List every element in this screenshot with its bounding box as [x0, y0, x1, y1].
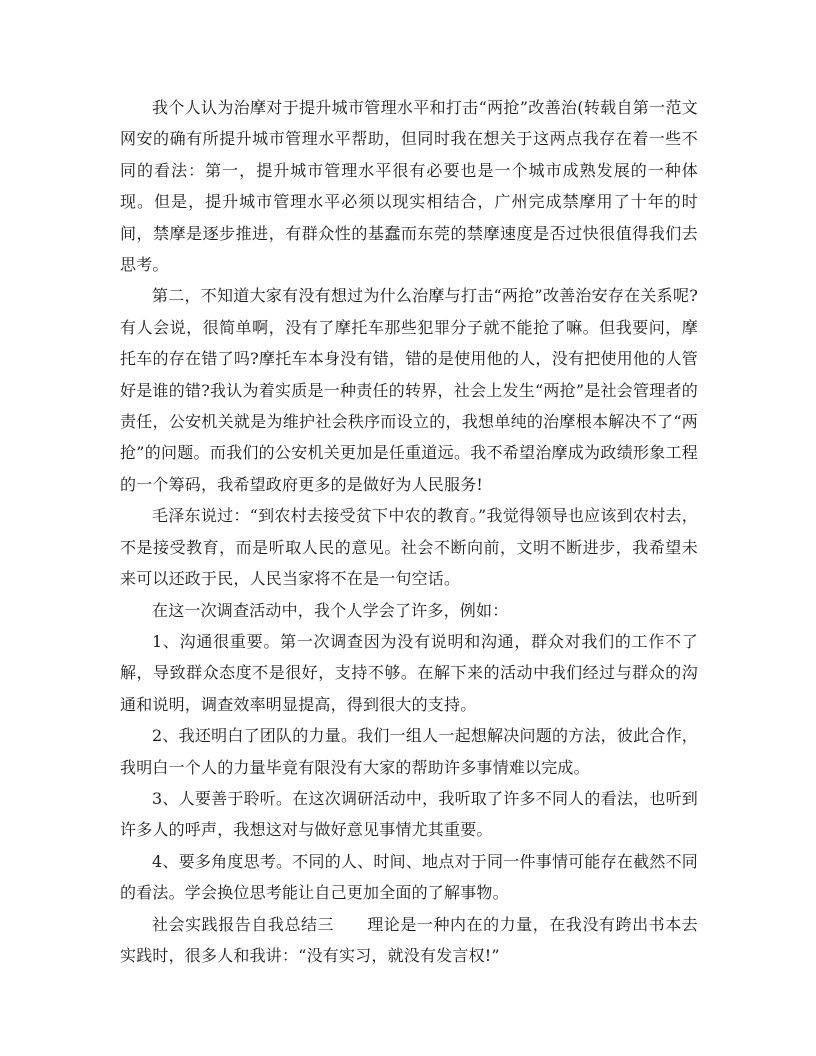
paragraph-lesson-1: 1、沟通很重要。第一次调查因为没有说明和沟通，群众对我们的工作不了解，导致群众态度不是很好，支持不够。在解下来的活动中我们经过与群众的沟通和说明，调查效率明显提高，得到很大的支持。	[120, 631, 698, 714]
paragraph-lesson-4: 4、要多角度思考。不同的人、时间、地点对于同一件事情可能存在截然不同的看法。学会换位思考能让自己更加全面的了解事物。	[120, 851, 698, 903]
paragraph-summary-three: 社会实践报告自我总结三 理论是一种内在的力量，在我没有跨出书本去实践时，很多人和我讲：“没有实习，就没有发言权!”	[120, 914, 698, 965]
paragraph-lesson-2: 2、我还明白了团队的力量。我们一组人一起想解决问题的方法，彼此合作，我明白一个人的力量毕竟有限没有大家的帮助许多事情难以完成。	[120, 726, 698, 777]
document-body	[120, 92, 698, 971]
paragraph-lesson-3: 3、人要善于聆听。在这次调研活动中，我听取了许多不同人的看法，也听到许多人的呼声，我想这对与做好意见事情尤其重要。	[120, 788, 698, 840]
paragraph-second-point: 第二，不知道大家有没有想过为什么治摩与打击“两抢”改善治安存在关系呢?有人会说，很简单啊，没有了摩托车那些犯罪分子就不能抢了嘛。但我要问，摩托车的存在错了吗?摩托车本身没有错，错的是使用他的人，没有把使用他的人管好是谁的错?我认为着实质是一种责任的转界，社会上发生“两抢”是社会管理者的责任，公安机关就是为维护社会秩序而设立的，我想单纯的治摩根本解决不了“两抢”的问题。而我们的公安机关更加是任重道远。我不希望治摩成为政绩形象工程的一个筹码，我希望政府更多的是做好为人民服务!	[120, 286, 698, 494]
paragraph-mao-quote: 毛泽东说过：“到农村去接受贫下中农的教育。”我觉得领导也应该到农村去，不是接受教育，而是听取人民的意见。社会不断向前，文明不断进步，我希望未来可以还政于民，人民当家将不在是一句空话。	[120, 506, 698, 589]
paragraph-intro: 我个人认为治摩对于提升城市管理水平和打击“两抢”改善治(转载自第一范文网安的确有所提升城市管理水平帮助，但同时我在想关于这两点我存在着一些不同的看法：第一，提升城市管理水平很有必要也是一个城市成熟发展的一种体现。但是，提升城市管理水平必须以现实相结合，广州完成禁摩用了十年的时间，禁摩是逐步推进，有群众性的基蠢而东莞的禁摩速度是否过快很值得我们去思考。	[120, 98, 698, 275]
paragraph-lessons-intro: 在这一次调查活动中，我个人学会了许多，例如：	[152, 600, 509, 620]
